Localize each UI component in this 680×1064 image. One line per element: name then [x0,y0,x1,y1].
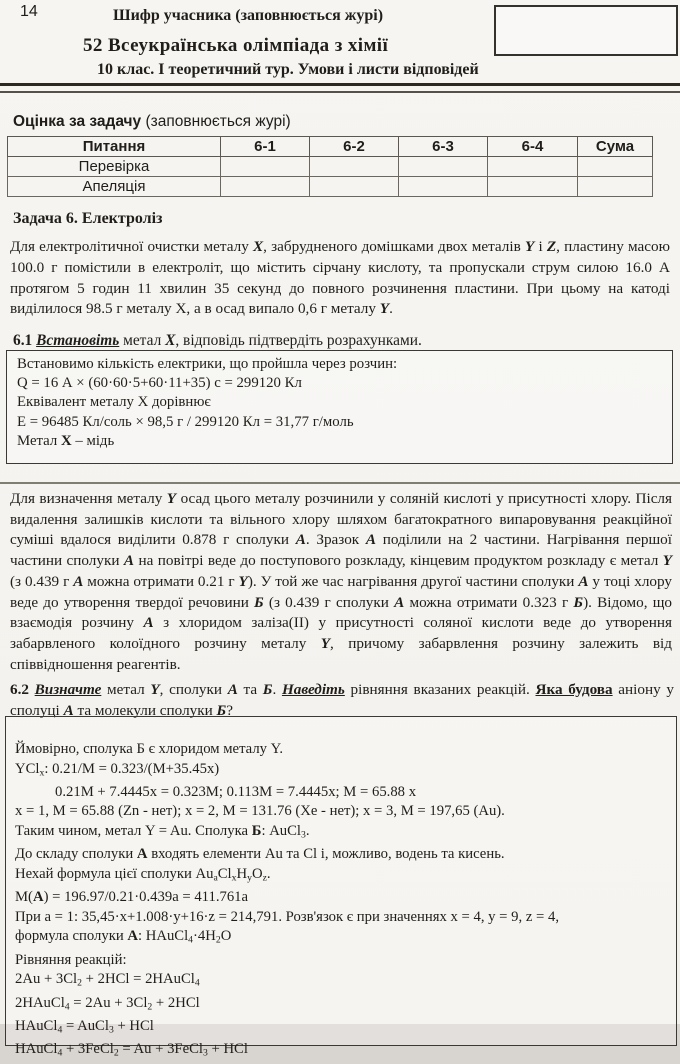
participant-cipher-box [494,5,678,56]
participant-cipher-label: Шифр учасника (заповнюється журі) [113,7,384,24]
score-row-check [8,157,653,177]
score-table [7,136,653,197]
score-header-row [8,137,653,157]
score-caption [13,113,291,131]
answer-line: Еквівалент металу Х дорівнює [17,394,211,411]
score-cell [221,177,310,197]
answer-line: 2HAuCl$_4$ = $2Au + 3Cl_2 + 2HCl$ [15,994,200,1013]
task-continuation-paragraph: Для визначення металу Y осад цього металу розчинили у соляній кислоті у присутності хлору. Після видалення залишків кислоти та вільного хлору шляхом багатократного випаровування реакційної суміші вдалося виділити 0.878 г сполуки А. Зразок А поділили на 2 частини. Нагрівання першої частини сполуки А на повітрі веде до поступового розкладу, кінцевим продуктом розкладу є метал Y (з 0.439 г А можна отримати 0.21 г Y). У той же час нагрівання другої частини сполуки А у тоці хлору веде до утворення твердої речовини Б (з 0.439 г сполуки А можна отримати 0.323 г Б). Відомо, що взаємодія розчину А з хлоридом заліза(II) у присутності соляної кислоти веде до утворення забарвленого колоїдного розчину металу Y, причому забарвлення розчину залежить від співвідношення реагентів. [10,490,673,673]
score-col-header: 6-3 [399,137,488,157]
answer-line: 0.21M + 7.4445x = 0.323M; 0.113M = 7.4445x; M = 65.88 x [55,783,417,800]
round-subtitle: 10 клас. І теоретичний тур. Умови і листи відповідей [97,61,479,78]
answer-line: Ймовірно, сполука Б є хлоридом металу Y. [15,741,284,757]
page-number: 14 [20,3,38,20]
answer-line: Метал X – мідь [17,432,115,449]
olympiad-title: 52 Всеукраїнська олімпіада з хімії [83,35,389,56]
score-cell [221,157,310,177]
answer-line: $2Au + 3Cl_2 + 2HCl$ = 2HAuCl$_4$ [15,971,200,990]
answer-line: M(А) = 196.97/0.21·0.439a = 411.761a [15,889,249,906]
answer-line: Q = 16 А × (60·60·5+60·11+35) с = 299120 Кл [17,375,302,392]
question-61-title: 6.1 Встановіть метал X, відповідь підтвердіть розрахунками. [13,332,422,349]
score-cell [399,177,488,197]
task-intro-paragraph: Для електролітичної очистки металу X, забрудненого домішками двох металів Y і Z, пластину масою 100.0 г помістили в електроліт, що містить сірчану кислоту, та пропускали струм силою 16.0 А протягом 5 годин 11 хвилин 35 секунд до повного розчинення пластини. При цьому на катоді виділилося 98.5 г металу X, а в осад випало 0,6 г металу Y. [10,238,670,318]
score-col-header: Сума [578,137,653,157]
answer-line: До складу сполуки А входять елементи Au та Cl і, можливо, водень та кисень. [15,846,505,863]
answer-box-62 [5,716,677,1059]
answer-box-61 [6,350,673,464]
score-col-header: 6-1 [221,137,310,157]
score-row-label: Перевірка [8,157,221,177]
score-row-appeal [8,177,653,197]
answer-line: Таким чином, метал Y = Au. Сполука Б: AuCl$_3$. [15,823,310,841]
score-cell [488,177,578,197]
score-cell [310,157,399,177]
score-caption-note: (заповнюється журі) [141,113,291,130]
answer-line: HAuCl$_4$ = AuCl$_3$ + HCl [15,1017,154,1036]
answer-line: формула сполуки А: $HAuCl_4\cdot 4H_2O$ [15,928,232,947]
score-caption-bold: Оцінка за задачу [13,113,142,130]
score-cell [488,157,578,177]
answer-line: Е = 96485 Кл/соль × 98,5 г / 299120 Кл = 31,77 г/моль [17,413,354,430]
score-row-label: Апеляція [8,177,221,197]
score-cell [399,157,488,177]
answer-line: YCl$_x$: 0.21/M = 0.323/(M+35.45x) [15,760,220,779]
answer-line: Встановимо кількість електрики, що пройшла через розчин: [17,356,398,372]
answer-line: x = 1, M = 65.88 (Zn - нет); x = 2, M = 131.76 (Xe - нет); x = 3, M = 197,65 (Au). [15,803,505,820]
section-divider [0,482,680,484]
score-cell [310,177,399,197]
header-double-rule [0,83,680,93]
answer-line: Нехай формула цієї сполуки $Au_aCl_xH_yO_z$. [15,865,271,884]
score-col-header: 6-4 [488,137,578,157]
score-cell [578,177,653,197]
score-col-header: 6-2 [310,137,399,157]
score-cell [578,157,653,177]
score-col-header: Питання [8,137,221,157]
answer-line: При a = 1: 35,45·x+1.008·y+16·z = 214,791. Розв'язок є при значеннях x = 4, y = 9, z = 4, [15,908,559,925]
question-62-title: 6.2 Визначте метал Y, сполуки А та Б. Наведіть рівняння вказаних реакцій. Яка будова аніону у сполуці А та молекули сполуки Б? [10,681,674,719]
answer-line: HAuCl$_4$ + 3FeCl$_2$ = Au + 3FeCl$_3$ + HCl [15,1041,248,1059]
answer-line: Рівняння реакцій: [15,951,127,968]
task-title: Задача 6. Електроліз [13,210,163,227]
